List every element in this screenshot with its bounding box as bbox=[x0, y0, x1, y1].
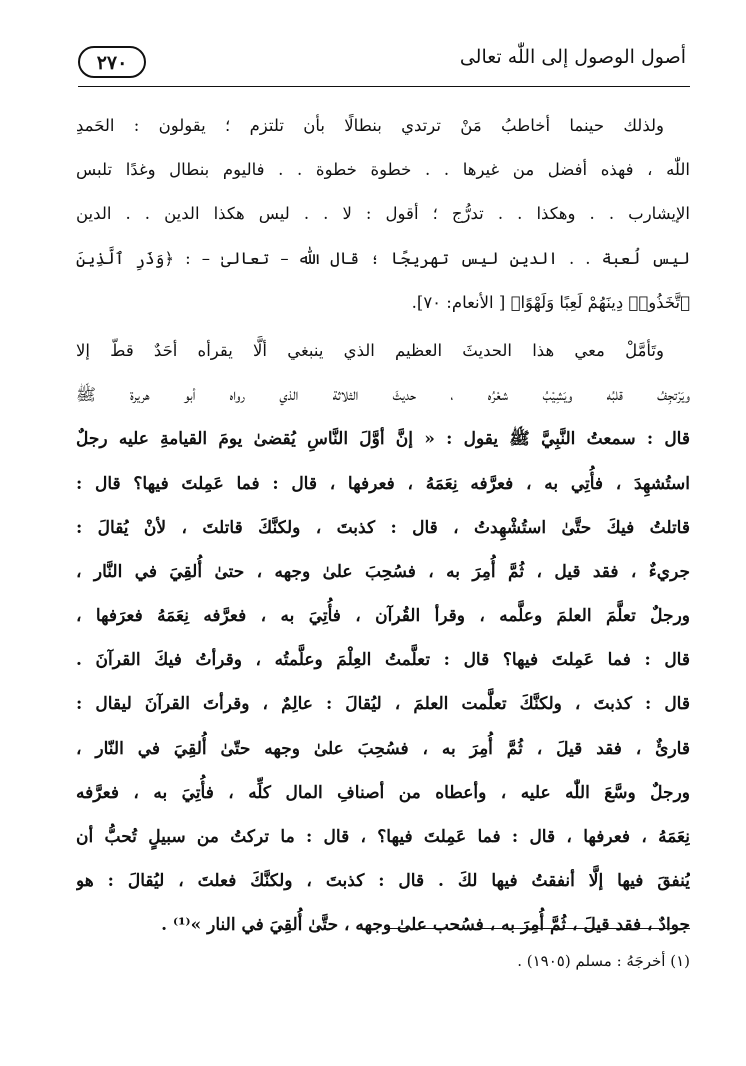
hadith-line: استُشهِدَ ، فأُتِي به ، فعرَّفه نِعَمَهُ ، فعرفها ، قال : فما عَمِلتَ فيها؟ قال : bbox=[76, 473, 690, 494]
page-header bbox=[78, 38, 686, 84]
hadith-line: جوادٌ ، فقد قيلَ ، ثُمَّ أُمِرَ به ، فسُحب علىٰ وجهه ، حتَّىٰ أُلقِيَ في النار »⁽¹⁾ . bbox=[161, 915, 690, 936]
hadith-line: قال : سمعتُ النَّبِيَّ ﷺ يقول : « إنَّ أوَّلَ النَّاسِ يُقضىٰ يومَ القيامةِ عليه رجلٌ bbox=[76, 429, 690, 450]
footnote-divider bbox=[386, 928, 690, 929]
hadith-line: ورجلٌ تعلَّمَ العلمَ وعلَّمه ، وقرأ القُرآن ، فأُتِيَ به ، فعرَّفه نِعَمَهُ فعرَفها ، bbox=[76, 606, 690, 627]
hadith-line: يُنفقَ فيها إلَّا أنفقتُ فيها لكَ . قال : كذبتَ ، ولكنَّكَ فعلتَ ، ليُقالَ : هو bbox=[76, 871, 690, 892]
hadith-text bbox=[76, 417, 690, 947]
body-text bbox=[76, 104, 690, 948]
text-line: اللّٰه ، فهذه أفضل من غيرها . . خطوة خطوة . . فاليوم بنطال وغدًا تلبس bbox=[76, 160, 690, 180]
text-line: الإيشارب . . وهكذا . . تدرُّج ؛ أقول : لا . . ليس هكذا الدين . . الدين bbox=[76, 204, 690, 224]
running-title: أصول الوصول إلى اللّٰه تعالى bbox=[459, 46, 686, 68]
paragraph-intro bbox=[76, 104, 690, 325]
hadith-line: نِعَمَهُ ، فعرفها ، قال : فما عَمِلتَ فيها؟ ، قال : ما تركتُ من سبيلٍ تُحبُّ أن bbox=[76, 827, 690, 847]
hadith-line: قارئٌ ، فقد قيلَ ، ثُمَّ أُمِرَ به ، فسُحِبَ علىٰ وجهه حتّىٰ أُلقِيَ في النّار ، bbox=[76, 738, 690, 759]
hadith-line: قال : كذبتَ ، ولكنَّكَ تعلَّمت العلمَ ، ليُقالَ : عالِمٌ ، وقرأتَ القرآنَ ليقال : bbox=[76, 694, 690, 715]
hadith-line: ورجلٌ وسَّعَ اللّٰه عليه ، وأعطاه من أصنافِ المال كلِّه ، فأُتِيَ به ، فعرَّفه bbox=[76, 782, 690, 803]
hadith-line: قال : فما عَمِلتَ فيها؟ قال : تعلَّمتُ العِلْمَ وعلَّمتُه ، وقرأتُ فيكَ القرآنَ . bbox=[76, 650, 690, 671]
text-line: ولذلك حينما أخاطبُ مَنْ ترتدي بنطالًا بأن تلتزم ؛ يقولون : الحَمدِ bbox=[76, 116, 664, 135]
hadith-line: قاتلتُ فيكَ حتَّىٰ استُشْهِدتُ ، قال : كذبتَ ، ولكنَّكَ قاتلتَ ، لأنْ يُقالَ : bbox=[76, 517, 690, 538]
footnote: (١) أخرجَهُ : مسلم (١٩٠٥) . bbox=[517, 952, 690, 970]
text-line: ويَرْتجِفُ قلبُه ويَشِيْبُ شعْرُه ، حديثَ الثلاثة الذي رواه أبو هريرة ﷺ bbox=[76, 385, 690, 405]
page-number: ٢٧٠ bbox=[78, 46, 146, 78]
quran-verse-line: ٱتَّخَذُوا۟ دِينَهُمْ لَعِبًا وَلَهْوًا﴾ [ الأنعام: ٧٠]. bbox=[411, 292, 690, 312]
hadith-line: جريءٌ ، فقد قيل ، ثُمَّ أُمِرَ به ، فسُحِبَ علىٰ وجهه ، حتىٰ أُلقِيَ في النَّار ، bbox=[76, 561, 690, 582]
paragraph-hadith-intro bbox=[76, 329, 690, 417]
text-line: وتَأمَّلْ معي هذا الحديثَ العظيم الذي ينبغي ألَّا يقرأه أحَدٌ قطّ إلا bbox=[76, 340, 664, 360]
text-line: ليس لُعبة . . الدين ليس تهريجًا ؛ قال اللّٰه – تعالىٰ – : ﴿وَذَرِ ٱلَّذِينَ bbox=[76, 248, 690, 268]
header-divider bbox=[78, 86, 690, 87]
